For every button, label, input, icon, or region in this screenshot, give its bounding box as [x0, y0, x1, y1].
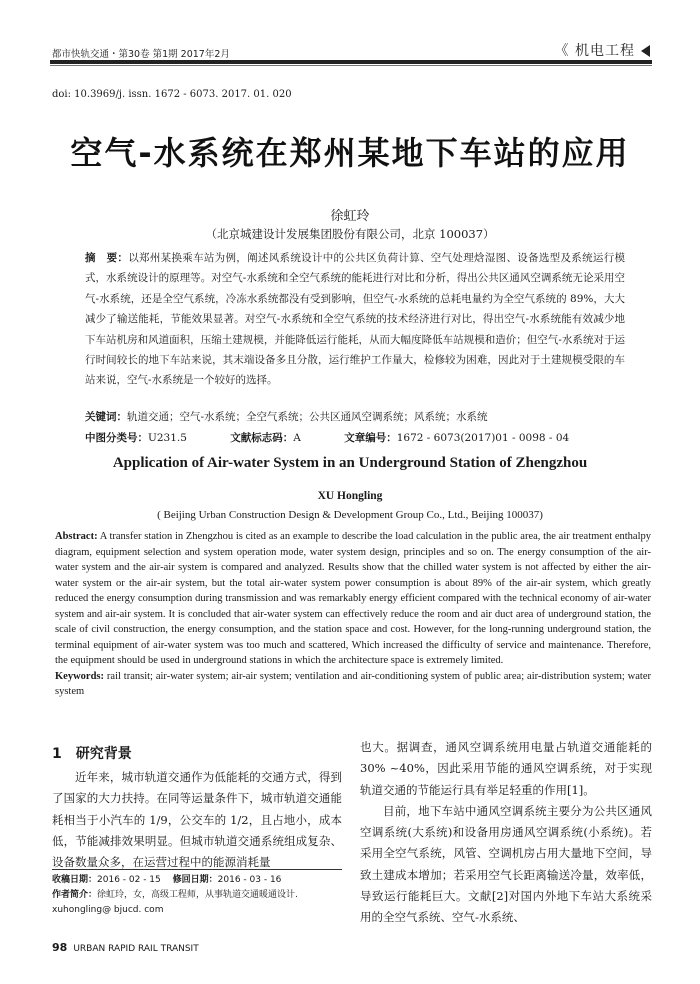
section-label: 《 机电工程	[554, 43, 635, 59]
doi: doi: 10.3969/j. issn. 1672 - 6073. 2017. 01. 020	[52, 89, 292, 100]
abstract-en-block	[55, 529, 651, 700]
keywords-en	[55, 669, 651, 700]
abstract-cn-label: 摘 要：	[85, 252, 129, 264]
header-rule-thin	[50, 65, 652, 66]
bio-label: 作者简介：	[52, 890, 98, 900]
footnote-bio	[52, 888, 352, 918]
received-label: 收稿日期：	[52, 875, 98, 885]
abstract-cn-text: 以郑州某换乘车站为例，阐述风系统设计中的公共区负荷计算、空气处理焓湿图、设备选型及系统运行模式，水系统设计的原理等。对空气-水系统和全空气系统的能耗进行对比和分析，得出公共区通风空调系统无论采用空气-水系统，还是全空气系统，冷冻水系统都没有受到影响，但空气-水系统的总耗电量约为全空气系统的 89%，大大减少了输送能耗，节能效果显著。对空气-水系统和全空气系统的技术经济进行对比，得出空气-水系统能有效减少地下车站机房和风道面积，压缩土建规模，并能降低运行能耗，从而大幅度降低车站规模和造价；但空气-水系统对于运行时间较长的地下车站来说，其末端设备多且分散，运行维护工作量大，检修较为困难，因此对于土建规模受限的车站来说，空气-水系统是一个较好的选择。	[85, 252, 626, 387]
clc-field	[85, 432, 187, 444]
keywords-cn-label: 关键词：	[85, 411, 127, 423]
footnote-rule	[52, 869, 342, 870]
doc-code-value: A	[293, 432, 301, 444]
abstract-cn	[85, 248, 625, 391]
affiliation-en: ( Beijing Urban Construction Design & Development Group Co., Ltd., Beijing 100037)	[157, 509, 543, 521]
revised-date: 2016 - 03 - 16	[217, 875, 282, 885]
doc-code-field	[230, 432, 301, 444]
clc-label: 中图分类号：	[85, 432, 148, 444]
body-column-right	[360, 737, 652, 929]
keywords-en-label: Keywords:	[55, 670, 104, 682]
body-column-left	[52, 767, 342, 873]
running-header-journal: 都市快轨交通・第30卷 第1期 2017年2月	[52, 49, 230, 60]
article-title-en: Application of Air-water System in an Underground Station of Zhengzhou	[112, 455, 588, 471]
classification-line	[85, 430, 665, 445]
keywords-en-text: rail transit; air-water system; air-air system; ventilation and air-conditioning system of public area; air-distribution system; water system	[55, 670, 652, 697]
author-cn: 徐虹玲	[330, 209, 370, 224]
header-rule-thick	[50, 60, 652, 64]
triangle-marker-icon	[641, 45, 650, 57]
article-title-cn: 空气-水系统在郑州某地下车站的应用	[70, 134, 630, 172]
abstract-en-text: A transfer station in Zhengzhou is cited as an example to describe the load calculation in the public area, the air treatment enthalpy diagram, equipment selection and system operation mode, water system design, principles and so on. The energy consumption of the air-water system and the air-air system is compared and analyzed. Results show that the chilled water system is not affected by either the air-water system or the air-air system, but the total air-water system power consumption is about 89% of the air-air system, which greatly reduced the energy consumption during transmission and was remarkably energy efficient compared with the technical economy of air-water system and air-air system. It is concluded that air-water system can effectively reduce the room and air duct area of underground station, the scale of civil construction, the energy consumption, and the station space and cost. However, for the long-running underground station, the terminal equipment of air-water system was too much and scattered, Which increased the difficulty of service and maintenance. Therefore, the equipment should be used in underground stations in which the architecture space is extremely limited.	[55, 531, 652, 666]
author-en: XU Hongling	[317, 490, 383, 502]
section-heading: 1 研究背景	[52, 746, 132, 762]
paragraph: 目前，地下车站中通风空调系统主要分为公共区通风空调系统(大系统)和设备用房通风空调系统(小系统)。若采用全空气系统，风管、空调机房占用大量地下空间，导致土建成本增加；若采用空气长距离输送冷量，效率低，导致运行能耗巨大。文献[2]对国内外地下车站大系统采用的全空气系统、空气-水系统、	[360, 803, 652, 925]
revised-label: 修回日期：	[172, 875, 218, 885]
footnote	[52, 873, 352, 918]
bio-text: 徐虹玲，女，高级工程师，从事轨道交通暖通设计. xuhongling@ bjucd. com	[52, 890, 298, 915]
abstract-en	[55, 529, 651, 669]
footnote-dates	[52, 873, 352, 888]
abstract-en-label: Abstract:	[55, 531, 98, 542]
affiliation-cn: （北京城建设计发展集团股份有限公司，北京 100037）	[205, 227, 495, 241]
received-date: 2016 - 02 - 15	[97, 875, 161, 885]
paragraph: 近年来，城市轨道交通作为低能耗的交通方式，得到了国家的大力扶持。在同等运量条件下，城市轨道交通能耗相当于小汽车的 1/9，公交车的 1/2，且占地小，成本低，节能减排效果明显。但城市轨道交通系统组成复杂、设备数量众多，在运营过程中的能源消耗量	[52, 770, 342, 870]
paragraph: 也大。据调查，通风空调系统用电量占轨道交通能耗的 30% ~40%，因此采用节能的通风空调系统，对于实现轨道交通的节能运行具有举足轻重的作用[1]。	[360, 740, 652, 797]
keywords-cn	[85, 409, 645, 424]
keywords-cn-text: 轨道交通；空气-水系统；全空气系统；公共区通风空调系统；风系统；水系统	[127, 411, 488, 423]
doc-code-label: 文献标志码：	[230, 432, 294, 444]
article-no-value: 1672 - 6073(2017)01 - 0098 - 04	[396, 432, 570, 444]
article-no-field	[344, 432, 569, 444]
footer-journal: URBAN RAPID RAIL TRANSIT	[73, 944, 199, 954]
clc-value: U231.5	[148, 432, 187, 444]
running-header-section	[555, 40, 650, 60]
article-no-label: 文章编号：	[344, 432, 397, 444]
page-number: 98	[52, 941, 68, 954]
page-footer	[52, 941, 199, 954]
